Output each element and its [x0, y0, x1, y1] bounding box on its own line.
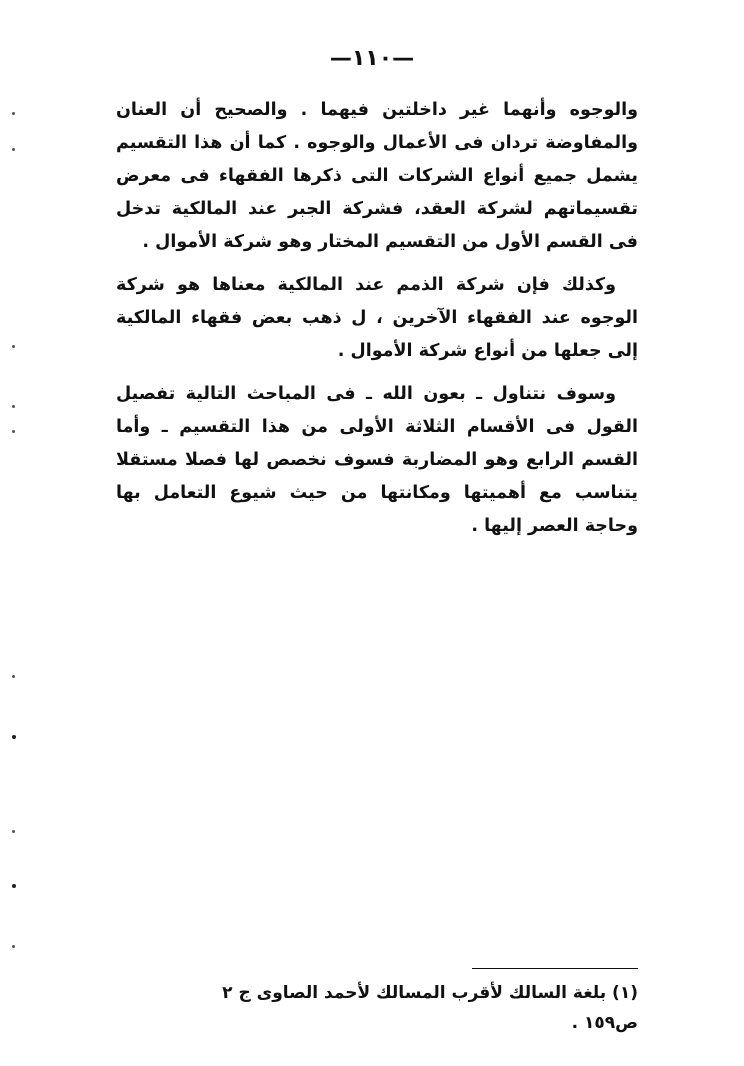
scan-speck [12, 830, 15, 833]
main-text [116, 94, 638, 553]
footnote-divider [472, 968, 638, 969]
paragraph-3: وسوف نتناول ـ بعون الله ـ فى المباحث التالية تفصيل القول فى الأقسام الثلاثة الأولى من هذا التقسيم ـ وأما القسم الرابع وهو المضاربة فسوف نخصص لها فصلا مستقلا يتناسب مع أهميتها ومكانتها من حيث شيوع التعامل بها وحاجة العصر إليها . [116, 384, 638, 536]
footnote: (١) بلغة السالك لأقرب المسالك لأحمد الصاوى ج ٢ ص١٥٩ . [222, 983, 638, 1033]
scan-speck [12, 884, 16, 888]
scan-speck [12, 112, 15, 115]
scan-speck [12, 345, 15, 348]
paragraph-2: وكذلك فإن شركة الذمم عند المالكية معناها هو شركة الوجوه عند الفقهاء الآخرين ، ل ذهب بعض فقهاء المالكية إلى جعلها من أنواع شركة الأموال . [116, 275, 638, 361]
scan-speck [12, 675, 15, 678]
scan-speck [12, 148, 15, 151]
scan-speck [12, 430, 15, 433]
page-number: —١١٠— [329, 46, 415, 71]
scan-speck [12, 735, 16, 739]
paragraph-1: والوجوه وأنهما غير داخلتين فيهما . والصحيح أن العنان والمفاوضة تردان فى الأعمال والوجوه . كما أن هذا التقسيم يشمل جميع أنواع الشركات التى ذكرها الفقهاء فى معرض تقسيماتهم لشركة العقد، فشركة الجبر عند المالكية تدخل فى القسم الأول من التقسيم المختار وهو شركة الأموال . [116, 100, 638, 252]
scan-speck [12, 405, 15, 408]
scan-speck [12, 945, 15, 948]
